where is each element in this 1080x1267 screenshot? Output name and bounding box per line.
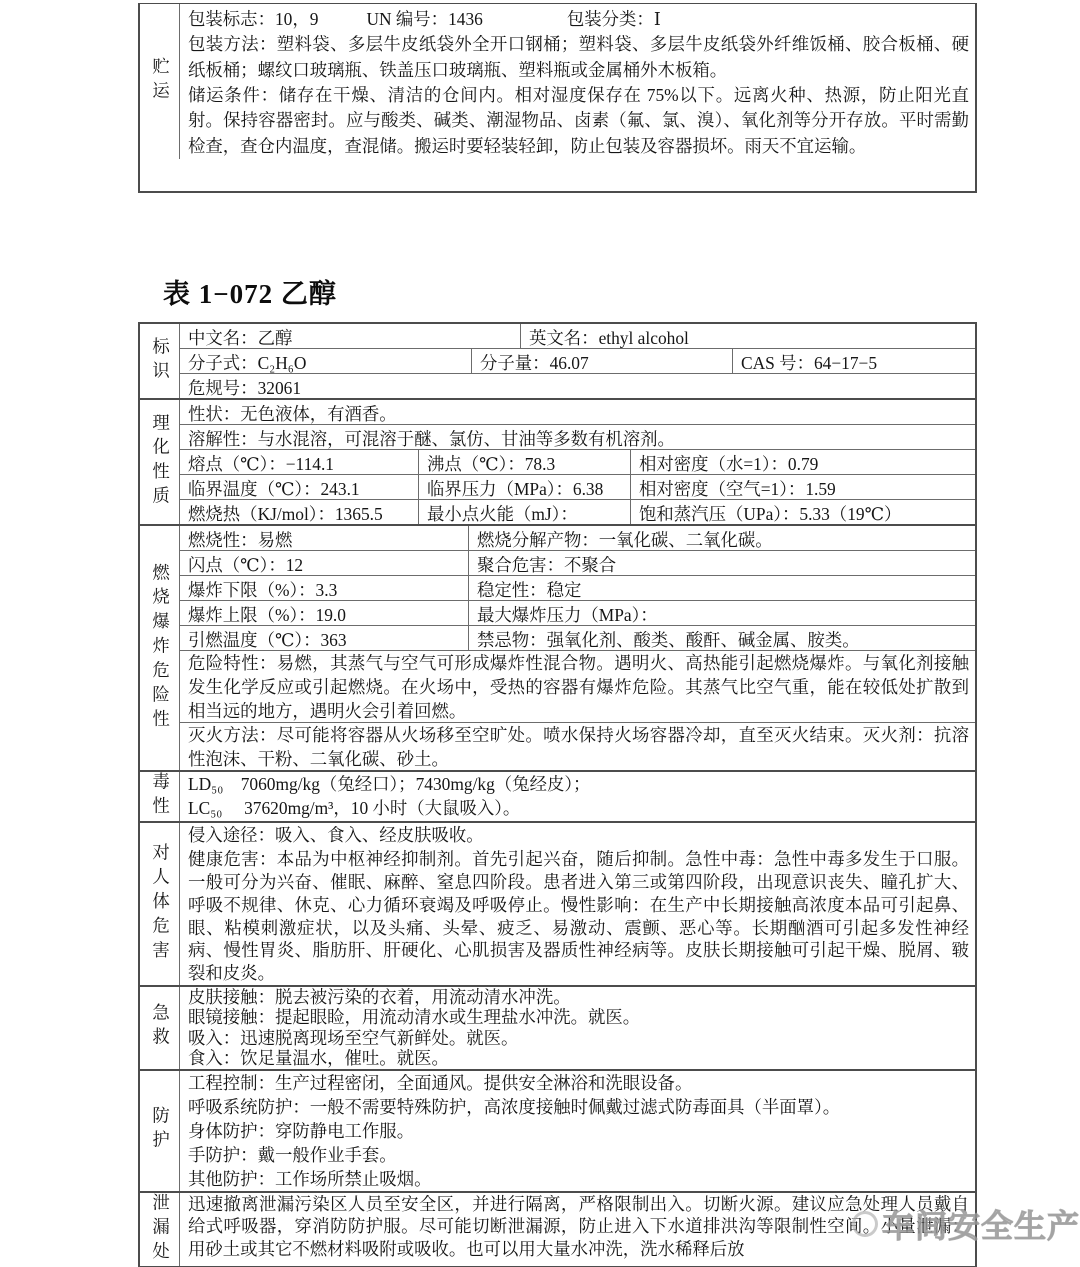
section-storage-transport — [140, 4, 975, 159]
physical-label — [140, 400, 180, 524]
appearance-row — [180, 400, 975, 424]
section-first-aid — [140, 985, 975, 1069]
toxicity-label-text: 毒性 — [149, 772, 170, 821]
human-harm-label-text: 对人体危害 — [149, 842, 170, 965]
leakage-label-text: 泄漏处 — [149, 1192, 170, 1267]
section-identification — [140, 324, 975, 398]
exposure-routes-line: 侵入途径：吸入、食入、经皮肤吸收。 — [188, 824, 484, 845]
watermark-text: 车间安全生产 — [881, 1208, 1080, 1244]
density-air-cell: 相对密度（空气=1）：1.59 — [630, 475, 975, 499]
ld50-line: LD₅₀ 7060mg/kg（兔经口）；7430mg/kg（兔经皮）； — [188, 774, 591, 794]
max-pressure-cell: 最大爆炸压力（MPa）： — [468, 601, 975, 625]
flammability-cell: 燃烧性：易燃 — [188, 529, 293, 550]
appearance-cell: 性状：无色液体，有酒香。 — [188, 403, 397, 424]
uel-cell: 爆炸上限（%）：19.0 — [188, 604, 346, 625]
combustion-row — [180, 499, 975, 524]
boiling-point-cell: 沸点（℃）：78.3 — [418, 450, 630, 474]
protection-block — [180, 1071, 975, 1191]
section-leakage — [140, 1191, 975, 1266]
cn-name-cell: 中文名：乙醇 — [188, 327, 293, 348]
protection-label-text: 防护 — [149, 1106, 170, 1156]
toxicity-block — [180, 772, 975, 820]
decomposition-cell: 燃烧分解产物：一氧化碳、二氧化碳。 — [468, 526, 975, 550]
storage-section-label — [140, 4, 180, 159]
lel-cell: 爆炸下限（%）：3.3 — [188, 579, 338, 600]
section-human-harm — [140, 821, 975, 985]
flash-point-cell: 闪点（℃）：12 — [188, 554, 304, 575]
packing-mark-value: 包装标志：10，9 — [188, 9, 319, 29]
human-harm-label — [140, 823, 180, 985]
eye-contact-line: 眼镜接触：提起眼睑，用流动清水或生理盐水冲洗。就医。 — [188, 1007, 641, 1028]
solubility-row — [180, 424, 975, 449]
mol-weight-cell: 分子量：46.07 — [471, 349, 732, 373]
inhalation-line: 吸入：迅速脱离现场至空气新鲜处。就医。 — [188, 1027, 519, 1048]
en-name-cell: 英文名：ethyl alcohol — [520, 324, 975, 348]
toxicity-label — [140, 772, 180, 821]
packing-info-line — [180, 4, 975, 31]
melting-boiling-row — [180, 449, 975, 474]
ingestion-line: 食入：饮足量温水，催吐。就医。 — [188, 1048, 449, 1069]
respiratory-protection-line: 呼吸系统防护：一般不需要特殊防护，高浓度接触时佩戴过滤式防毒面具（半面罩）。 — [188, 1096, 841, 1117]
first-aid-label-text: 急救 — [149, 1003, 170, 1053]
health-hazards-text: 健康危害：本品为中枢神经抑制剂。首先引起兴奋，随后抑制。急性中毒：急性中毒多发生于口服。一般可分为兴奋、催眠、麻醉、窒息四阶段。患者进入第三或第四阶段，出现意识丧失、瞳孔扩大、呼吸不规律、休克、心力循环衰竭及呼吸停止。慢性影响：在生产中长期接触高浓度本品可引起鼻、眼、粘模刺激症状，以及头痛、头晕、疲乏、易激动、震颤、恶心等。长期酗酒可引起多发性神经病、慢性胃炎、脂肪肝、肝硬化、心肌损害及器质性神经病等。皮肤长期接触可引起干燥、脱屑、皲裂和皮炎。 — [188, 848, 969, 984]
ignition-temp-row — [180, 625, 975, 650]
section-physical-properties — [140, 398, 975, 524]
hazard-code-cell: 危规号：32061 — [188, 377, 302, 398]
leakage-text: 迅速撤离泄漏污染区人员至安全区，并进行隔离，严格限制出入。切断火源。建议应急处理人员戴自给式呼吸器，穿消防防护服。尽可能切断泄漏源，防止进入下水道排洪沟等限制性空间。小量泄漏：用砂土或其它不燃材料吸附或吸收。也可以用大量水冲洗，洗水稀释后放 — [188, 1193, 969, 1259]
un-number-value: UN 编号：1436 — [366, 9, 483, 29]
section-toxicity — [140, 770, 975, 821]
skin-contact-line: 皮肤接触：脱去被污染的衣着，用流动清水冲洗。 — [188, 986, 571, 1007]
lel-row — [180, 575, 975, 600]
identification-label — [140, 324, 180, 398]
section-protection — [140, 1069, 975, 1191]
storage-label-text: 贮运 — [149, 57, 170, 107]
solubility-cell: 溶解性：与水混溶，可混溶于醚、氯仿、甘油等多数有机溶剂。 — [188, 428, 675, 449]
storage-transport-table — [138, 3, 977, 193]
fire-explosion-label — [140, 526, 180, 770]
human-harm-block — [180, 823, 975, 985]
section-fire-explosion — [140, 524, 975, 770]
critical-temp-cell: 临界温度（℃）：243.1 — [188, 478, 360, 499]
body-protection-line: 身体防护：穿防静电工作服。 — [188, 1120, 415, 1141]
packing-method-text: 包装方法：塑料袋、多层牛皮纸袋外全开口钢桶；塑料袋、多层牛皮纸袋外纤维饭桶、胶合板桶、硬纸板桶；螺纹口玻璃瓶、铁盖压口玻璃瓶、塑料瓶或金属桶外木板箱。 — [188, 34, 969, 80]
engineering-control-line: 工程控制：生产过程密闭，全面通风。提供安全淋浴和洗眼设备。 — [188, 1072, 693, 1093]
formula-cell: 分子式：C₂H₆O — [188, 352, 307, 373]
formula-row — [180, 348, 975, 373]
polymerization-cell: 聚合危害：不聚合 — [468, 551, 975, 575]
ignition-temp-cell: 引燃温度（℃）：363 — [188, 629, 347, 650]
critical-pressure-cell: 临界压力（MPa）：6.38 — [418, 475, 630, 499]
flash-point-row — [180, 550, 975, 575]
hazard-characteristics-text: 危险特性：易燃，其蒸气与空气可形成爆炸性混合物。遇明火、高热能引起燃烧爆炸。与氧化剂接触发生化学反应或引起燃烧。在火场中，受热的容器有爆炸危险。其蒸气比空气重，能在较低处扩散到相当远的地方，遇明火会引着回燃。 — [180, 650, 975, 722]
incompatibilities-cell: 禁忌物：强氧化剂、酸类、酸酐、碱金属、胺类。 — [468, 626, 975, 650]
density-water-cell: 相对密度（水=1）：0.79 — [630, 450, 975, 474]
storage-conditions-text: 储运条件：储存在干燥、清洁的仓间内。相对湿度保存在 75%以下。远离火种、热源，防止阳光直射。保持容器密封。应与酸类、碱类、潮湿物品、卤素（氟、氯、溴）、氧化剂等分开存放。平时需勤检查，查仓内温度，查混储。搬运时要轻装轻卸，防止包装及容器损坏。雨天不宜运输。 — [188, 85, 969, 156]
combustion-heat-cell: 燃烧热（KJ/mol）：1365.5 — [188, 503, 383, 524]
identification-label-text: 标识 — [149, 336, 170, 386]
flammability-row — [180, 526, 975, 550]
hazard-code-row — [180, 373, 975, 398]
cas-cell: CAS 号：64−17−5 — [732, 349, 975, 373]
critical-row — [180, 474, 975, 499]
lc50-line: LC₅₀ 37620mg/m³，10 小时（大鼠吸入）。 — [188, 798, 521, 818]
msds-table — [138, 322, 977, 1267]
protection-label — [140, 1071, 180, 1191]
other-protection-line: 其他防护：工作场所禁止吸烟。 — [188, 1168, 432, 1189]
melting-point-cell: 熔点（℃）：−114.1 — [188, 453, 334, 474]
fire-fighting-text: 灭火方法：尽可能将容器从火场移至空旷处。喷水保持火场容器冷却，直至灭火结束。灭火剂：抗溶性泡沫、干粉、二氧化碳、砂土。 — [180, 722, 975, 770]
packing-class-value: 包装分类：Ⅰ — [566, 9, 661, 29]
uel-row — [180, 600, 975, 625]
vapor-pressure-cell: 饱和蒸汽压（UPa）：5.33（19℃） — [630, 500, 975, 524]
storage-section-body — [180, 4, 975, 159]
fire-explosion-label-text: 燃烧爆炸危险性 — [149, 562, 170, 734]
first-aid-block — [180, 987, 975, 1069]
name-row — [180, 324, 975, 348]
stability-cell: 稳定性：稳定 — [468, 576, 975, 600]
page-title: 表 1−072 乙醇 — [163, 279, 337, 309]
hand-protection-line: 手防护：戴一般作业手套。 — [188, 1144, 397, 1165]
physical-label-text: 理化性质 — [149, 413, 170, 511]
min-ignition-cell: 最小点火能（mJ）： — [418, 500, 630, 524]
leakage-label — [140, 1193, 180, 1266]
first-aid-label — [140, 987, 180, 1069]
